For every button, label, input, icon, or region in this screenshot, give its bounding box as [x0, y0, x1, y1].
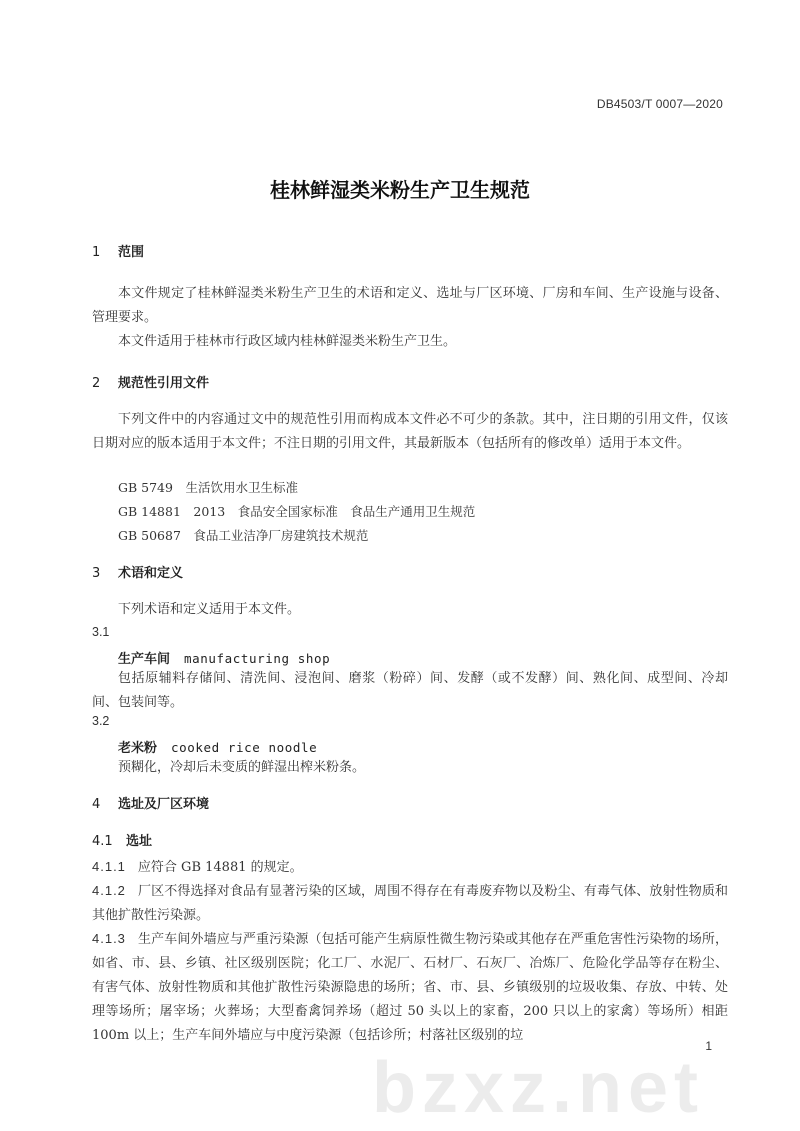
- section-number: 4: [92, 797, 101, 812]
- clause-text: 生产车间外墙应与严重污染源（包括可能产生病原性微生物污染或其他存在严重危害性污染物的场所，如省、市、县、乡镇、社区级别医院；化工厂、水泥厂、石材厂、石灰厂、冶炼厂、危险化学品等存在粉尘、有害气体、放射性物质和其他扩散性污染源隐患的场所；省、市、县、乡镇级别的垃圾收集、存放、中转、处理等场所；屠宰场；火葬场；大型畜禽饲养场（超过 50 头以上的家畜，200 只以上的家禽）等场所）相距 100m 以上；生产车间外墙应与中度污染源（包括诊所；村落社区级别的垃: [92, 932, 728, 1043]
- clause-4-1-3: [92, 927, 728, 1048]
- section-1-paragraph-1: 本文件规定了桂林鲜湿类米粉生产卫生的术语和定义、选址与厂区环境、厂房和车间、生产设施与设备、管理要求。: [92, 286, 728, 325]
- term-english: cooked rice noodle: [171, 740, 318, 755]
- subsection-4-1-heading: [92, 830, 152, 849]
- clause-text: 厂区不得选择对食品有显著污染的区域，周围不得存在有毒废弃物以及粉尘、有毒气体、放射性物质和其他扩散性污染源。: [92, 884, 728, 923]
- reference-item: GB 5749 生活饮用水卫生标准: [118, 480, 298, 495]
- section-number: 2: [92, 376, 101, 391]
- page-number: 1: [705, 1039, 712, 1053]
- reference-item: GB 14881 2013 食品安全国家标准 食品生产通用卫生规范: [118, 504, 476, 519]
- term-english: manufacturing shop: [184, 651, 331, 666]
- section-3-heading: [92, 562, 183, 581]
- section-3-intro: 下列术语和定义适用于本文件。: [118, 602, 301, 617]
- term-chinese: 老米粉: [118, 741, 158, 756]
- clause-number: 4.1.2: [92, 883, 126, 898]
- clause-4-1-2: [92, 879, 728, 928]
- doc-code: DB4503/T 0007—2020: [596, 97, 723, 111]
- section-4-heading: [92, 793, 209, 812]
- section-title: 选址及厂区环境: [118, 797, 210, 812]
- section-number: 3: [92, 566, 101, 581]
- section-1-paragraph-2: 本文件适用于桂林市行政区域内桂林鲜湿类米粉生产卫生。: [118, 334, 457, 349]
- term-entry: [118, 648, 330, 667]
- subsection-title: 选址: [126, 834, 153, 849]
- section-title: 术语和定义: [118, 566, 184, 581]
- clause-text: 应符合 GB 14881 的规定。: [137, 860, 303, 875]
- clause-number: 4.1.3: [92, 931, 126, 946]
- reference-item: GB 50687 食品工业洁净厂房建筑技术规范: [118, 528, 369, 543]
- section-1-heading: [92, 241, 144, 260]
- term-entry: [118, 737, 317, 756]
- section-number: 1: [92, 245, 101, 260]
- term-chinese: 生产车间: [118, 652, 171, 667]
- document-title: 桂林鲜湿类米粉生产卫生规范: [270, 178, 530, 202]
- clause-4-1-1: [92, 855, 728, 880]
- term-definition: 包括原辅料存储间、清洗间、浸泡间、磨浆（粉碎）间、发酵（或不发酵）间、熟化间、成型间、冷却间、包装间等。: [92, 671, 728, 710]
- term-number: 3.1: [92, 625, 110, 639]
- section-2-heading: [92, 372, 209, 391]
- section-2-intro: 下列文件中的内容通过文中的规范性引用而构成本文件必不可少的条款。其中，注日期的引用文件，仅该日期对应的版本适用于本文件；不注日期的引用文件，其最新版本（包括所有的修改单）适用于本文件。: [92, 412, 728, 451]
- section-title: 范围: [118, 245, 145, 260]
- term-definition: 预糊化，冷却后未变质的鲜湿出榨米粉条。: [118, 760, 366, 775]
- section-title: 规范性引用文件: [118, 376, 210, 391]
- subsection-number: 4.1: [92, 834, 113, 849]
- watermark: bzxz.net: [372, 1048, 705, 1128]
- term-number: 3.2: [92, 714, 110, 728]
- clause-number: 4.1.1: [92, 859, 126, 874]
